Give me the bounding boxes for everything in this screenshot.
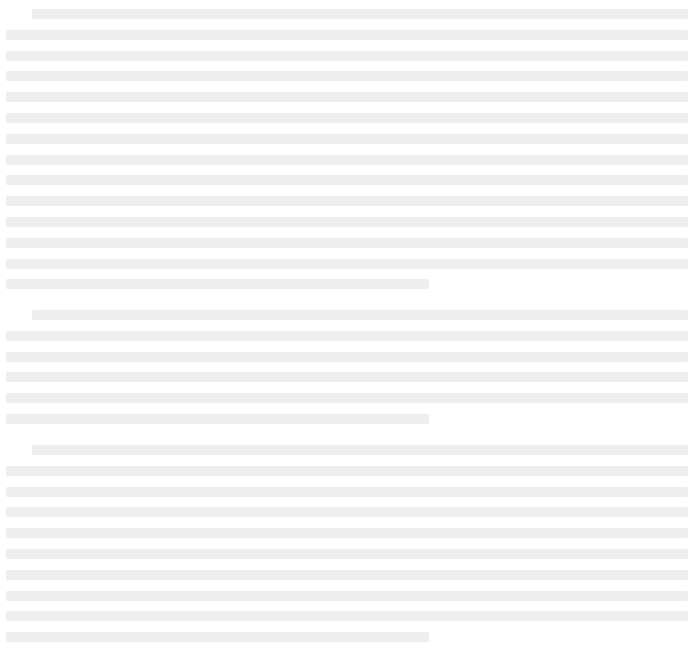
line-guide	[6, 632, 429, 642]
line-guide	[6, 372, 688, 382]
line-guide	[6, 30, 688, 40]
line-guides	[6, 305, 688, 431]
line-guide	[6, 611, 688, 621]
line-guide	[6, 134, 688, 144]
line-guide	[6, 352, 688, 362]
line-guides	[6, 4, 688, 296]
line-guide	[6, 591, 688, 601]
paragraph-2	[6, 305, 688, 431]
line-guide	[6, 155, 688, 165]
line-guide	[6, 51, 688, 61]
line-guide	[6, 92, 688, 102]
line-guides	[6, 440, 688, 650]
line-guide	[6, 487, 688, 497]
line-guide	[6, 113, 688, 123]
line-guide	[6, 196, 688, 206]
line-guide	[6, 279, 429, 289]
line-guide	[6, 238, 688, 248]
line-guide	[32, 445, 688, 455]
line-guide	[6, 507, 688, 517]
line-guide	[32, 310, 688, 320]
line-guide	[6, 570, 688, 580]
line-guide	[6, 528, 688, 538]
line-guide	[6, 414, 429, 424]
line-guide	[6, 393, 688, 403]
line-guide	[6, 331, 688, 341]
paragraph-3	[6, 440, 688, 650]
line-guide	[6, 466, 688, 476]
line-guide	[6, 175, 688, 185]
line-guide	[32, 9, 688, 19]
line-guide	[6, 549, 688, 559]
paragraph-1	[6, 4, 688, 296]
line-guide	[6, 259, 688, 269]
line-guide	[6, 217, 688, 227]
line-guide	[6, 71, 688, 81]
